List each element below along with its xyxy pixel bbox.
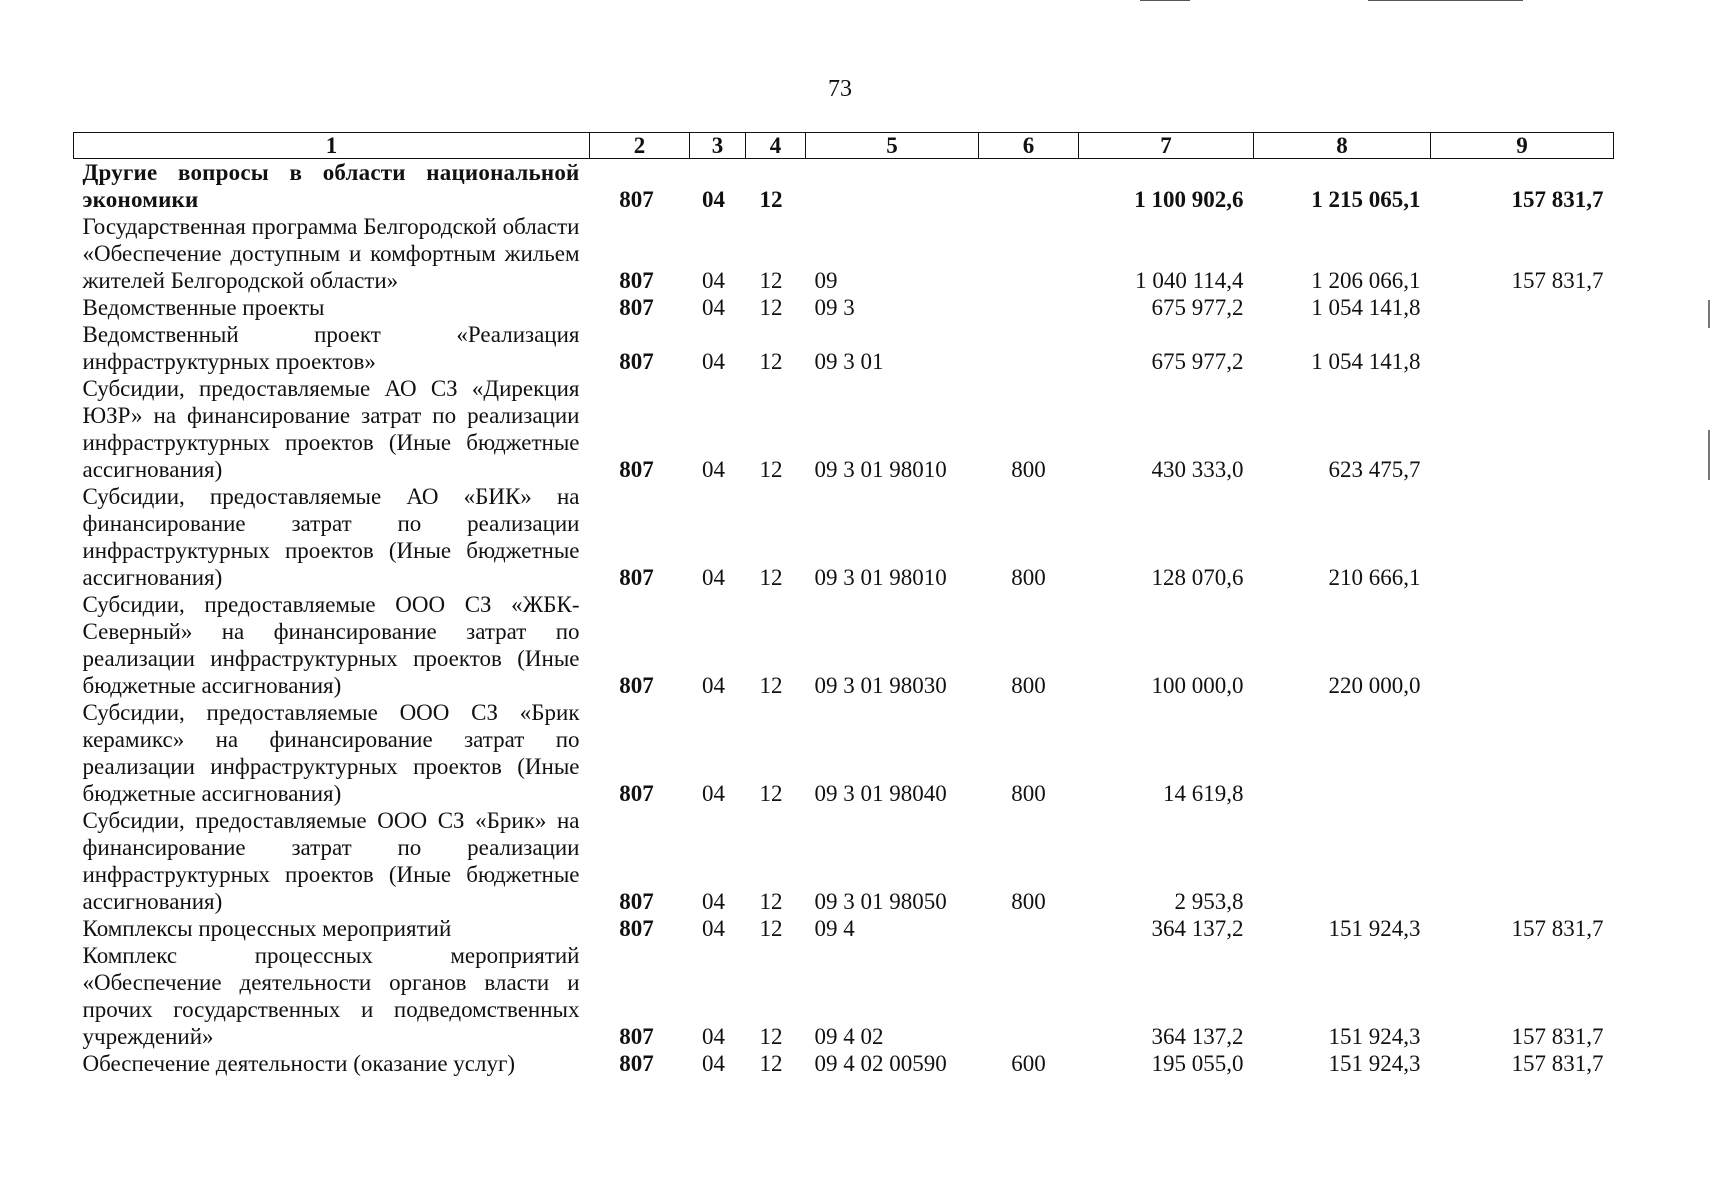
top-edge-line-right xyxy=(1368,0,1523,1)
row-amount-col8: 151 924,3 xyxy=(1328,1051,1421,1076)
table-row xyxy=(74,213,1614,294)
row-expense-type: 800 xyxy=(1011,781,1046,806)
column-header-3: 3 xyxy=(690,133,746,159)
row-section-code: 04 xyxy=(702,187,725,212)
table-row xyxy=(74,483,1614,591)
row-grbs-code: 807 xyxy=(619,673,654,698)
row-expense-type xyxy=(979,915,1079,942)
top-edge-line-left xyxy=(1140,0,1190,1)
row-grbs-code: 807 xyxy=(619,1024,654,1049)
row-grbs-code: 807 xyxy=(619,916,654,941)
row-amount-col8: 1 206 066,1 xyxy=(1311,268,1421,293)
row-amount-col9 xyxy=(1431,699,1614,807)
table-row xyxy=(74,699,1614,807)
row-amount-col8: 151 924,3 xyxy=(1328,916,1421,941)
row-amount-col7: 675 977,2 xyxy=(1151,295,1244,320)
row-name: Субсидии, предоставляемые ООО СЗ «Брик» на финансирование затрат по реализации инфраструктурных проектов (Иные бюджетные ассигнования) xyxy=(82,808,580,914)
row-grbs-code: 807 xyxy=(619,187,654,212)
row-grbs-code: 807 xyxy=(619,349,654,374)
row-amount-col7: 195 055,0 xyxy=(1151,1051,1244,1076)
row-target-article: 09 4 02 00590 xyxy=(814,1051,947,1076)
scan-edge-mark-upper xyxy=(1708,300,1710,328)
row-section-code: 04 xyxy=(702,295,725,320)
row-target-article: 09 4 xyxy=(814,916,855,941)
row-subsection-code: 12 xyxy=(759,349,783,374)
row-amount-col7: 1 100 902,6 xyxy=(1134,187,1244,212)
row-amount-col8: 1 054 141,8 xyxy=(1311,349,1421,374)
row-section-code: 04 xyxy=(702,889,725,914)
row-section-code: 04 xyxy=(702,673,725,698)
row-amount-col9: 157 831,7 xyxy=(1511,916,1604,941)
row-amount-col7: 675 977,2 xyxy=(1151,349,1244,374)
row-subsection-code: 12 xyxy=(759,187,783,212)
row-section-code: 04 xyxy=(702,565,725,590)
row-target-article: 09 4 02 xyxy=(814,1024,884,1049)
table-row xyxy=(74,321,1614,375)
row-target-article: 09 3 01 98010 xyxy=(814,457,947,482)
row-grbs-code: 807 xyxy=(619,781,654,806)
row-amount-col7: 364 137,2 xyxy=(1151,916,1244,941)
row-subsection-code: 12 xyxy=(759,457,783,482)
row-grbs-code: 807 xyxy=(619,565,654,590)
row-expense-type: 800 xyxy=(1011,673,1046,698)
row-name: Ведомственный проект «Реализация инфраструктурных проектов» xyxy=(82,322,580,374)
row-amount-col9 xyxy=(1431,483,1614,591)
table-row xyxy=(74,591,1614,699)
row-amount-col8: 220 000,0 xyxy=(1328,673,1421,698)
row-name: Комплекс процессных мероприятий «Обеспечение деятельности органов власти и прочих государственных и подведомственных учреждений» xyxy=(82,943,580,1049)
column-header-9: 9 xyxy=(1431,133,1614,159)
row-amount-col7: 1 040 114,4 xyxy=(1135,268,1244,293)
table-body xyxy=(74,159,1614,1078)
row-amount-col9 xyxy=(1431,375,1614,483)
row-amount-col7: 100 000,0 xyxy=(1151,673,1244,698)
table-header-row xyxy=(74,133,1614,159)
row-amount-col7: 364 137,2 xyxy=(1151,1024,1244,1049)
row-amount-col7: 14 619,8 xyxy=(1163,781,1244,806)
column-header-8: 8 xyxy=(1254,133,1431,159)
column-header-4: 4 xyxy=(746,133,806,159)
row-expense-type xyxy=(979,213,1079,294)
row-target-article: 09 3 01 98030 xyxy=(814,673,947,698)
row-subsection-code: 12 xyxy=(759,268,783,293)
row-section-code: 04 xyxy=(702,781,725,806)
row-name: Субсидии, предоставляемые АО СЗ «Дирекция ЮЗР» на финансирование затрат по реализации инфраструктурных проектов (Иные бюджетные ассигнования) xyxy=(82,376,580,482)
table-row xyxy=(74,942,1614,1050)
row-grbs-code: 807 xyxy=(619,268,654,293)
row-amount-col8 xyxy=(1254,699,1431,807)
row-section-code: 04 xyxy=(702,1024,725,1049)
table-row xyxy=(74,159,1614,214)
column-header-6: 6 xyxy=(979,133,1079,159)
table-row xyxy=(74,294,1614,321)
row-section-code: 04 xyxy=(702,916,725,941)
row-amount-col7: 2 953,8 xyxy=(1174,889,1244,914)
row-target-article: 09 xyxy=(814,268,838,293)
row-amount-col8: 1 215 065,1 xyxy=(1311,187,1421,212)
row-grbs-code: 807 xyxy=(619,1051,654,1076)
row-amount-col8: 1 054 141,8 xyxy=(1311,295,1421,320)
row-subsection-code: 12 xyxy=(759,781,783,806)
row-amount-col9 xyxy=(1431,591,1614,699)
row-amount-col8 xyxy=(1254,807,1431,915)
row-expense-type: 800 xyxy=(1011,889,1046,914)
row-subsection-code: 12 xyxy=(759,1024,783,1049)
column-header-7: 7 xyxy=(1079,133,1254,159)
row-grbs-code: 807 xyxy=(619,457,654,482)
row-section-code: 04 xyxy=(702,349,725,374)
row-grbs-code: 807 xyxy=(619,295,654,320)
row-expense-type: 600 xyxy=(1011,1051,1046,1076)
budget-table xyxy=(73,132,1614,1077)
row-subsection-code: 12 xyxy=(759,673,783,698)
row-expense-type xyxy=(979,159,1079,214)
row-amount-col9: 157 831,7 xyxy=(1511,187,1604,212)
row-amount-col8: 210 666,1 xyxy=(1328,565,1421,590)
row-target-article: 09 3 01 98050 xyxy=(814,889,947,914)
row-name: Комплексы процессных мероприятий xyxy=(82,916,452,941)
row-amount-col9 xyxy=(1431,294,1614,321)
row-amount-col7: 430 333,0 xyxy=(1151,457,1244,482)
row-section-code: 04 xyxy=(702,268,725,293)
row-target-article: 09 3 xyxy=(814,295,855,320)
table-row xyxy=(74,915,1614,942)
row-grbs-code: 807 xyxy=(619,889,654,914)
row-name: Обеспечение деятельности (оказание услуг) xyxy=(82,1051,516,1076)
row-subsection-code: 12 xyxy=(759,1051,783,1076)
row-expense-type xyxy=(979,294,1079,321)
row-amount-col8: 623 475,7 xyxy=(1328,457,1421,482)
column-header-1: 1 xyxy=(74,133,590,159)
column-header-5: 5 xyxy=(806,133,979,159)
row-section-code: 04 xyxy=(702,457,725,482)
row-amount-col9: 157 831,7 xyxy=(1511,1024,1604,1049)
row-amount-col9 xyxy=(1431,321,1614,375)
row-subsection-code: 12 xyxy=(759,916,783,941)
page-number: 73 xyxy=(828,76,852,102)
row-target-article xyxy=(806,159,979,214)
row-amount-col9 xyxy=(1431,807,1614,915)
row-subsection-code: 12 xyxy=(759,889,783,914)
row-target-article: 09 3 01 xyxy=(814,349,884,374)
row-amount-col7: 128 070,6 xyxy=(1151,565,1244,590)
row-subsection-code: 12 xyxy=(759,565,783,590)
table-row xyxy=(74,1050,1614,1077)
row-expense-type xyxy=(979,942,1079,1050)
column-header-2: 2 xyxy=(590,133,690,159)
row-target-article: 09 3 01 98010 xyxy=(814,565,947,590)
row-name: Другие вопросы в области национальной экономики xyxy=(82,160,580,212)
row-expense-type xyxy=(979,321,1079,375)
row-name: Субсидии, предоставляемые АО «БИК» на финансирование затрат по реализации инфраструктурных проектов (Иные бюджетные ассигнования) xyxy=(82,484,580,590)
row-name: Субсидии, предоставляемые ООО СЗ «ЖБК-Северный» на финансирование затрат по реализации инфраструктурных проектов (Иные бюджетные ассигнования) xyxy=(82,592,580,698)
table-row xyxy=(74,375,1614,483)
row-name: Государственная программа Белгородской области «Обеспечение доступным и комфортным жильем жителей Белгородской области» xyxy=(82,214,580,293)
scan-edge-mark-lower xyxy=(1708,430,1710,480)
row-name: Ведомственные проекты xyxy=(82,295,325,320)
row-expense-type: 800 xyxy=(1011,457,1046,482)
row-amount-col9: 157 831,7 xyxy=(1511,268,1604,293)
row-section-code: 04 xyxy=(702,1051,725,1076)
row-subsection-code: 12 xyxy=(759,295,783,320)
row-target-article: 09 3 01 98040 xyxy=(814,781,947,806)
table-row xyxy=(74,807,1614,915)
row-amount-col9: 157 831,7 xyxy=(1511,1051,1604,1076)
row-amount-col8: 151 924,3 xyxy=(1328,1024,1421,1049)
row-expense-type: 800 xyxy=(1011,565,1046,590)
row-name: Субсидии, предоставляемые ООО СЗ «Брик керамикс» на финансирование затрат по реализации инфраструктурных проектов (Иные бюджетные ассигнования) xyxy=(82,700,580,806)
